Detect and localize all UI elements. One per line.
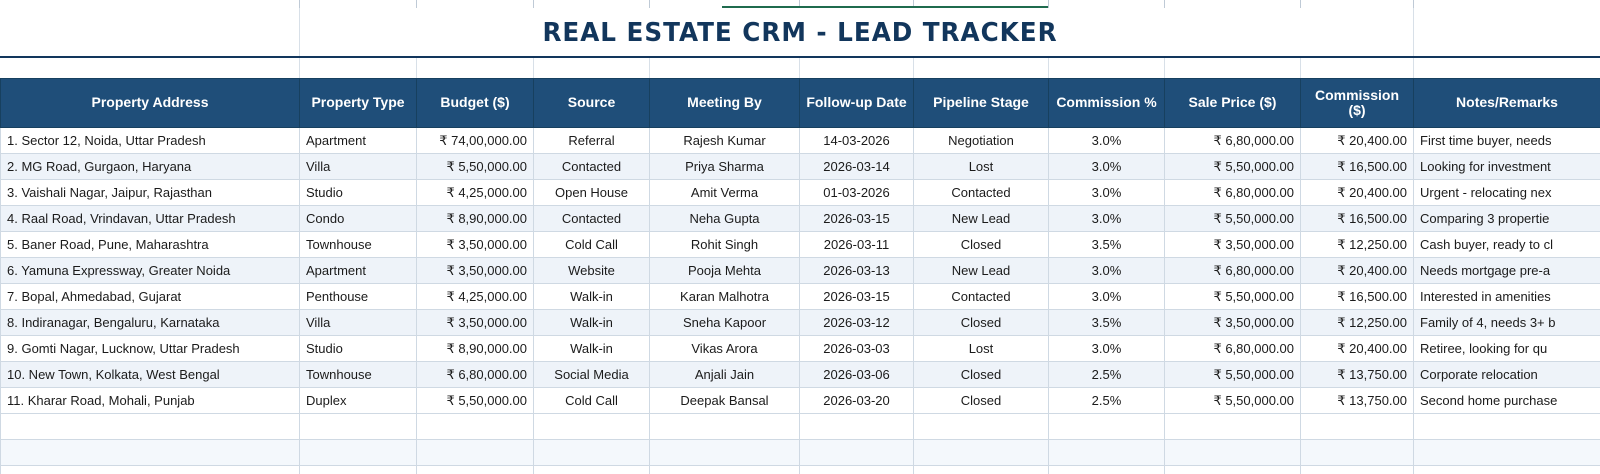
empty-cell[interactable] — [417, 466, 534, 474]
cell-property-type[interactable]: Studio — [300, 336, 417, 362]
cell-source[interactable]: Referral — [534, 128, 650, 154]
cell-followup-date[interactable]: 2026-03-03 — [800, 336, 914, 362]
cell-source[interactable]: Social Media — [534, 362, 650, 388]
cell-property-type[interactable]: Studio — [300, 180, 417, 206]
empty-table-row[interactable] — [1, 466, 1600, 474]
cell-pipeline-stage[interactable]: New Lead — [914, 258, 1049, 284]
empty-cell[interactable] — [534, 414, 650, 440]
cell-budget[interactable]: ₹ 4,25,000.00 — [417, 284, 534, 310]
cell-commission-amount[interactable]: ₹ 12,250.00 — [1301, 310, 1414, 336]
cell-source[interactable]: Walk-in — [534, 336, 650, 362]
cell-followup-date[interactable]: 2026-03-12 — [800, 310, 914, 336]
cell-sale-price[interactable]: ₹ 6,80,000.00 — [1165, 128, 1301, 154]
cell-source[interactable]: Website — [534, 258, 650, 284]
empty-cell[interactable] — [914, 414, 1049, 440]
page-title: REAL ESTATE CRM - LEAD TRACKER — [542, 18, 1058, 48]
empty-cell[interactable] — [1414, 414, 1600, 440]
table-row[interactable] — [1, 310, 1600, 336]
cell-pipeline-stage[interactable]: Lost — [914, 154, 1049, 180]
empty-cell[interactable] — [534, 466, 650, 474]
cell-pipeline-stage[interactable]: Contacted — [914, 284, 1049, 310]
empty-cell[interactable] — [1301, 414, 1414, 440]
table-row[interactable] — [1, 336, 1600, 362]
empty-cell[interactable] — [300, 440, 417, 466]
empty-cell[interactable] — [800, 466, 914, 474]
cell-sale-price[interactable]: ₹ 6,80,000.00 — [1165, 336, 1301, 362]
column-header-sale-price[interactable]: Sale Price ($) — [1165, 79, 1301, 128]
column-header-meeting-by[interactable]: Meeting By — [650, 79, 800, 128]
column-header-pipeline-stage[interactable]: Pipeline Stage — [914, 79, 1049, 128]
cell-followup-date[interactable]: 2026-03-06 — [800, 362, 914, 388]
empty-cell[interactable] — [650, 414, 800, 440]
lead-tracker-table — [0, 78, 1600, 474]
cell-notes[interactable]: Family of 4, needs 3+ b — [1414, 310, 1600, 336]
empty-cell[interactable] — [1, 440, 300, 466]
cell-followup-date[interactable]: 01-03-2026 — [800, 180, 914, 206]
cell-source[interactable]: Open House — [534, 180, 650, 206]
title-band — [0, 8, 1600, 58]
cell-meeting-by[interactable]: Pooja Mehta — [650, 258, 800, 284]
column-header-commission-percent[interactable]: Commission % — [1049, 79, 1165, 128]
cell-property-type[interactable]: Villa — [300, 154, 417, 180]
cell-property-address[interactable]: 11. Kharar Road, Mohali, Punjab — [1, 388, 300, 414]
cell-commission-percent[interactable]: 3.0% — [1049, 128, 1165, 154]
column-header-commission-amount[interactable]: Commission ($) — [1301, 79, 1414, 128]
cell-meeting-by[interactable]: Anjali Jain — [650, 362, 800, 388]
empty-cell[interactable] — [1165, 466, 1301, 474]
cell-followup-date[interactable]: 2026-03-15 — [800, 284, 914, 310]
cell-property-type[interactable]: Condo — [300, 206, 417, 232]
cell-commission-percent[interactable]: 3.0% — [1049, 284, 1165, 310]
cell-commission-percent[interactable]: 3.0% — [1049, 154, 1165, 180]
empty-cell[interactable] — [300, 466, 417, 474]
empty-table-row[interactable] — [1, 440, 1600, 466]
cell-commission-percent[interactable]: 3.5% — [1049, 232, 1165, 258]
cell-followup-date[interactable]: 2026-03-13 — [800, 258, 914, 284]
empty-cell[interactable] — [1049, 440, 1165, 466]
cell-property-address[interactable]: 4. Raal Road, Vrindavan, Uttar Pradesh — [1, 206, 300, 232]
cell-commission-amount[interactable]: ₹ 20,400.00 — [1301, 128, 1414, 154]
cell-source[interactable]: Contacted — [534, 154, 650, 180]
empty-cell[interactable] — [650, 440, 800, 466]
empty-cell[interactable] — [1, 414, 300, 440]
column-header-budget[interactable]: Budget ($) — [417, 79, 534, 128]
cell-pipeline-stage[interactable]: Negotiation — [914, 128, 1049, 154]
cell-commission-percent[interactable]: 3.0% — [1049, 206, 1165, 232]
empty-cell[interactable] — [417, 440, 534, 466]
cell-property-address[interactable]: 3. Vaishali Nagar, Jaipur, Rajasthan — [1, 180, 300, 206]
empty-cell[interactable] — [800, 440, 914, 466]
cell-property-type[interactable]: Townhouse — [300, 362, 417, 388]
cell-property-type[interactable]: Penthouse — [300, 284, 417, 310]
cell-pipeline-stage[interactable]: Contacted — [914, 180, 1049, 206]
cell-budget[interactable]: ₹ 8,90,000.00 — [417, 336, 534, 362]
table-row[interactable] — [1, 232, 1600, 258]
empty-cell[interactable] — [1301, 466, 1414, 474]
cell-property-address[interactable]: 9. Gomti Nagar, Lucknow, Uttar Pradesh — [1, 336, 300, 362]
cell-pipeline-stage[interactable]: Closed — [914, 362, 1049, 388]
cell-property-type[interactable]: Duplex — [300, 388, 417, 414]
cell-followup-date[interactable]: 2026-03-15 — [800, 206, 914, 232]
cell-meeting-by[interactable]: Neha Gupta — [650, 206, 800, 232]
empty-cell[interactable] — [1, 466, 300, 474]
cell-budget[interactable]: ₹ 5,50,000.00 — [417, 388, 534, 414]
cell-pipeline-stage[interactable]: Closed — [914, 310, 1049, 336]
cell-commission-amount[interactable]: ₹ 16,500.00 — [1301, 154, 1414, 180]
empty-cell[interactable] — [1049, 414, 1165, 440]
cell-sale-price[interactable]: ₹ 3,50,000.00 — [1165, 310, 1301, 336]
table-row[interactable] — [1, 180, 1600, 206]
cell-commission-amount[interactable]: ₹ 20,400.00 — [1301, 258, 1414, 284]
cell-pipeline-stage[interactable]: Lost — [914, 336, 1049, 362]
cell-sale-price[interactable]: ₹ 5,50,000.00 — [1165, 388, 1301, 414]
empty-cell[interactable] — [914, 466, 1049, 474]
cell-sale-price[interactable]: ₹ 5,50,000.00 — [1165, 362, 1301, 388]
cell-commission-amount[interactable]: ₹ 16,500.00 — [1301, 284, 1414, 310]
cell-source[interactable]: Walk-in — [534, 284, 650, 310]
cell-pipeline-stage[interactable]: New Lead — [914, 206, 1049, 232]
cell-commission-amount[interactable]: ₹ 16,500.00 — [1301, 206, 1414, 232]
table-row[interactable] — [1, 388, 1600, 414]
empty-cell[interactable] — [1165, 440, 1301, 466]
cell-commission-amount[interactable]: ₹ 13,750.00 — [1301, 362, 1414, 388]
cell-notes[interactable]: Second home purchase — [1414, 388, 1600, 414]
table-body — [1, 128, 1600, 474]
empty-cell[interactable] — [300, 414, 417, 440]
cell-notes[interactable]: Urgent - relocating nex — [1414, 180, 1600, 206]
cell-meeting-by[interactable]: Karan Malhotra — [650, 284, 800, 310]
cell-sale-price[interactable]: ₹ 5,50,000.00 — [1165, 154, 1301, 180]
cell-meeting-by[interactable]: Rajesh Kumar — [650, 128, 800, 154]
empty-cell[interactable] — [914, 440, 1049, 466]
cell-property-address[interactable]: 6. Yamuna Expressway, Greater Noida — [1, 258, 300, 284]
cell-property-address[interactable]: 8. Indiranagar, Bengaluru, Karnataka — [1, 310, 300, 336]
cell-property-type[interactable]: Villa — [300, 310, 417, 336]
column-header-followup-date[interactable]: Follow-up Date — [800, 79, 914, 128]
column-header-source[interactable]: Source — [534, 79, 650, 128]
cell-sale-price[interactable]: ₹ 5,50,000.00 — [1165, 206, 1301, 232]
cell-commission-percent[interactable]: 2.5% — [1049, 362, 1165, 388]
cell-commission-amount[interactable]: ₹ 20,400.00 — [1301, 180, 1414, 206]
empty-cell[interactable] — [1414, 440, 1600, 466]
empty-cell[interactable] — [800, 414, 914, 440]
spacer-row — [0, 58, 1600, 78]
cell-budget[interactable]: ₹ 6,80,000.00 — [417, 362, 534, 388]
cell-sale-price[interactable]: ₹ 5,50,000.00 — [1165, 284, 1301, 310]
table-row[interactable] — [1, 128, 1600, 154]
cell-commission-amount[interactable]: ₹ 13,750.00 — [1301, 388, 1414, 414]
table-row[interactable] — [1, 284, 1600, 310]
cell-property-address[interactable]: 5. Baner Road, Pune, Maharashtra — [1, 232, 300, 258]
table-row[interactable] — [1, 258, 1600, 284]
cell-notes[interactable]: Looking for investment — [1414, 154, 1600, 180]
cell-commission-percent[interactable]: 3.0% — [1049, 180, 1165, 206]
cell-property-address[interactable]: 7. Bopal, Ahmedabad, Gujarat — [1, 284, 300, 310]
cell-pipeline-stage[interactable]: Closed — [914, 232, 1049, 258]
cell-followup-date[interactable]: 2026-03-11 — [800, 232, 914, 258]
empty-cell[interactable] — [534, 440, 650, 466]
cell-property-address[interactable]: 10. New Town, Kolkata, West Bengal — [1, 362, 300, 388]
table-header-row — [1, 79, 1600, 128]
cell-budget[interactable]: ₹ 3,50,000.00 — [417, 232, 534, 258]
cell-sale-price[interactable]: ₹ 3,50,000.00 — [1165, 232, 1301, 258]
cell-property-address[interactable]: 2. MG Road, Gurgaon, Haryana — [1, 154, 300, 180]
cell-property-address[interactable]: 1. Sector 12, Noida, Uttar Pradesh — [1, 128, 300, 154]
cell-notes[interactable]: Corporate relocation — [1414, 362, 1600, 388]
cell-notes[interactable]: Needs mortgage pre-a — [1414, 258, 1600, 284]
cell-sale-price[interactable]: ₹ 6,80,000.00 — [1165, 180, 1301, 206]
cell-notes[interactable]: First time buyer, needs — [1414, 128, 1600, 154]
cell-meeting-by[interactable]: Amit Verma — [650, 180, 800, 206]
empty-table-row[interactable] — [1, 414, 1600, 440]
cell-property-type[interactable]: Townhouse — [300, 232, 417, 258]
empty-cell[interactable] — [1049, 466, 1165, 474]
table-row[interactable] — [1, 362, 1600, 388]
cell-notes[interactable]: Cash buyer, ready to cl — [1414, 232, 1600, 258]
cell-source[interactable]: Cold Call — [534, 388, 650, 414]
cell-followup-date[interactable]: 14-03-2026 — [800, 128, 914, 154]
column-header-property-type[interactable]: Property Type — [300, 79, 417, 128]
column-header-property-address[interactable]: Property Address — [1, 79, 300, 128]
empty-cell[interactable] — [1301, 440, 1414, 466]
empty-cell[interactable] — [1165, 414, 1301, 440]
cell-meeting-by[interactable]: Sneha Kapoor — [650, 310, 800, 336]
cell-sale-price[interactable]: ₹ 6,80,000.00 — [1165, 258, 1301, 284]
cell-property-type[interactable]: Apartment — [300, 128, 417, 154]
cell-meeting-by[interactable]: Vikas Arora — [650, 336, 800, 362]
empty-cell[interactable] — [650, 466, 800, 474]
cell-pipeline-stage[interactable]: Closed — [914, 388, 1049, 414]
cell-source[interactable]: Cold Call — [534, 232, 650, 258]
cell-notes[interactable]: Comparing 3 propertie — [1414, 206, 1600, 232]
cell-meeting-by[interactable]: Priya Sharma — [650, 154, 800, 180]
cell-commission-amount[interactable]: ₹ 12,250.00 — [1301, 232, 1414, 258]
cell-followup-date[interactable]: 2026-03-14 — [800, 154, 914, 180]
cell-property-type[interactable]: Apartment — [300, 258, 417, 284]
cell-source[interactable]: Walk-in — [534, 310, 650, 336]
cell-source[interactable]: Contacted — [534, 206, 650, 232]
cell-budget[interactable]: ₹ 3,50,000.00 — [417, 258, 534, 284]
cell-commission-amount[interactable]: ₹ 20,400.00 — [1301, 336, 1414, 362]
cell-commission-percent[interactable]: 3.0% — [1049, 336, 1165, 362]
cell-commission-percent[interactable]: 2.5% — [1049, 388, 1165, 414]
column-separator-strip — [0, 0, 1600, 8]
column-header-notes[interactable]: Notes/Remarks — [1414, 79, 1600, 128]
cell-notes[interactable]: Interested in amenities — [1414, 284, 1600, 310]
cell-budget[interactable]: ₹ 4,25,000.00 — [417, 180, 534, 206]
cell-commission-percent[interactable]: 3.5% — [1049, 310, 1165, 336]
empty-cell[interactable] — [417, 414, 534, 440]
cell-followup-date[interactable]: 2026-03-20 — [800, 388, 914, 414]
table-row[interactable] — [1, 154, 1600, 180]
empty-cell[interactable] — [1414, 466, 1600, 474]
table-row[interactable] — [1, 206, 1600, 232]
cell-budget[interactable]: ₹ 5,50,000.00 — [417, 154, 534, 180]
cell-commission-percent[interactable]: 3.0% — [1049, 258, 1165, 284]
cell-meeting-by[interactable]: Deepak Bansal — [650, 388, 800, 414]
cell-budget[interactable]: ₹ 3,50,000.00 — [417, 310, 534, 336]
cell-budget[interactable]: ₹ 8,90,000.00 — [417, 206, 534, 232]
cell-notes[interactable]: Retiree, looking for qu — [1414, 336, 1600, 362]
cell-meeting-by[interactable]: Rohit Singh — [650, 232, 800, 258]
cell-budget[interactable]: ₹ 74,00,000.00 — [417, 128, 534, 154]
